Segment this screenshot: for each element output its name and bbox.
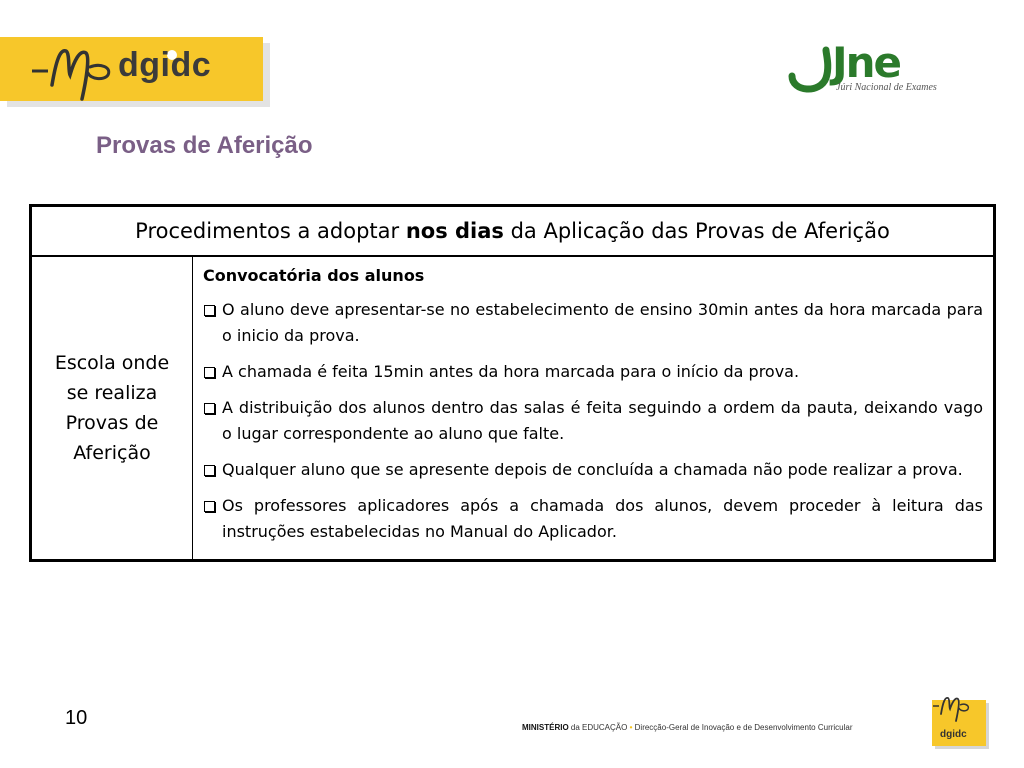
- list-item-text: O aluno deve apresentar-se no estabelecimento de ensino 30min antes da hora marcada para o inicio da prova.: [222, 300, 983, 345]
- slide-title: Provas de Aferição: [96, 132, 313, 159]
- procedure-list: [203, 297, 983, 545]
- table-header-pre: Procedimentos a adoptar: [135, 219, 406, 243]
- list-item-text: Qualquer aluno que se apresente depois de concluída a chamada não pode realizar a prova.: [222, 460, 963, 479]
- procedures-cell: [193, 257, 993, 559]
- footer-separator: •: [629, 723, 633, 732]
- page-number: 10: [65, 707, 88, 729]
- me-monogram-icon: [932, 694, 972, 724]
- jne-logo-subtitle: Júri Nacional de Exames: [836, 82, 937, 93]
- footer-ministry-line: [522, 723, 853, 732]
- me-monogram-icon: [30, 41, 116, 103]
- list-item-text: A chamada é feita 15min antes da hora marcada para o início da prova.: [222, 362, 800, 381]
- list-item-text: A distribuição dos alunos dentro das salas é feita seguindo a ordem da pauta, deixando vago o lugar correspondente ao aluno que falte.: [222, 398, 983, 443]
- table-body: [32, 257, 993, 559]
- location-line: Escola onde: [54, 352, 170, 374]
- table-header-post: da Aplicação das Provas de Aferição: [503, 219, 890, 243]
- procedures-table: [29, 204, 996, 562]
- checkbox-bullet-icon: [204, 305, 215, 316]
- dgidc-mini-logo: [932, 700, 986, 746]
- list-item: [203, 457, 983, 483]
- footer-directorate: Direcção-Geral de Inovação e de Desenvolvimento Curricular: [634, 723, 853, 732]
- table-header: [32, 207, 993, 257]
- checkbox-bullet-icon: [204, 367, 215, 378]
- checkbox-bullet-icon: [204, 465, 215, 476]
- mini-logo-text: dgidc: [940, 729, 967, 740]
- location-cell: [32, 257, 193, 559]
- table-header-bold: nos dias: [405, 219, 504, 243]
- list-item: [203, 395, 983, 447]
- location-line: se realiza: [66, 382, 158, 404]
- list-item: [203, 359, 983, 385]
- footer-ministry-rest: da EDUCAÇÃO: [568, 723, 628, 732]
- dgidc-logo: [0, 37, 263, 101]
- location-line: Aferição: [73, 442, 151, 464]
- checkbox-bullet-icon: [204, 501, 215, 512]
- jne-logo-text: Jne: [832, 38, 901, 87]
- list-item: [203, 297, 983, 349]
- footer-ministry: MINISTÉRIO: [522, 723, 569, 732]
- list-item-text: Os professores aplicadores após a chamada dos alunos, devem proceder à leitura das instruções estabelecidas no Manual do Aplicador.: [222, 496, 983, 541]
- dgidc-logo-text: dgidc: [118, 46, 212, 84]
- checkbox-bullet-icon: [204, 403, 215, 414]
- section-title: Convocatória dos alunos: [203, 266, 425, 285]
- jne-swoosh-icon: [786, 46, 838, 96]
- list-item: [203, 493, 983, 545]
- location-line: Provas de: [65, 412, 159, 434]
- jne-logo: [786, 38, 956, 102]
